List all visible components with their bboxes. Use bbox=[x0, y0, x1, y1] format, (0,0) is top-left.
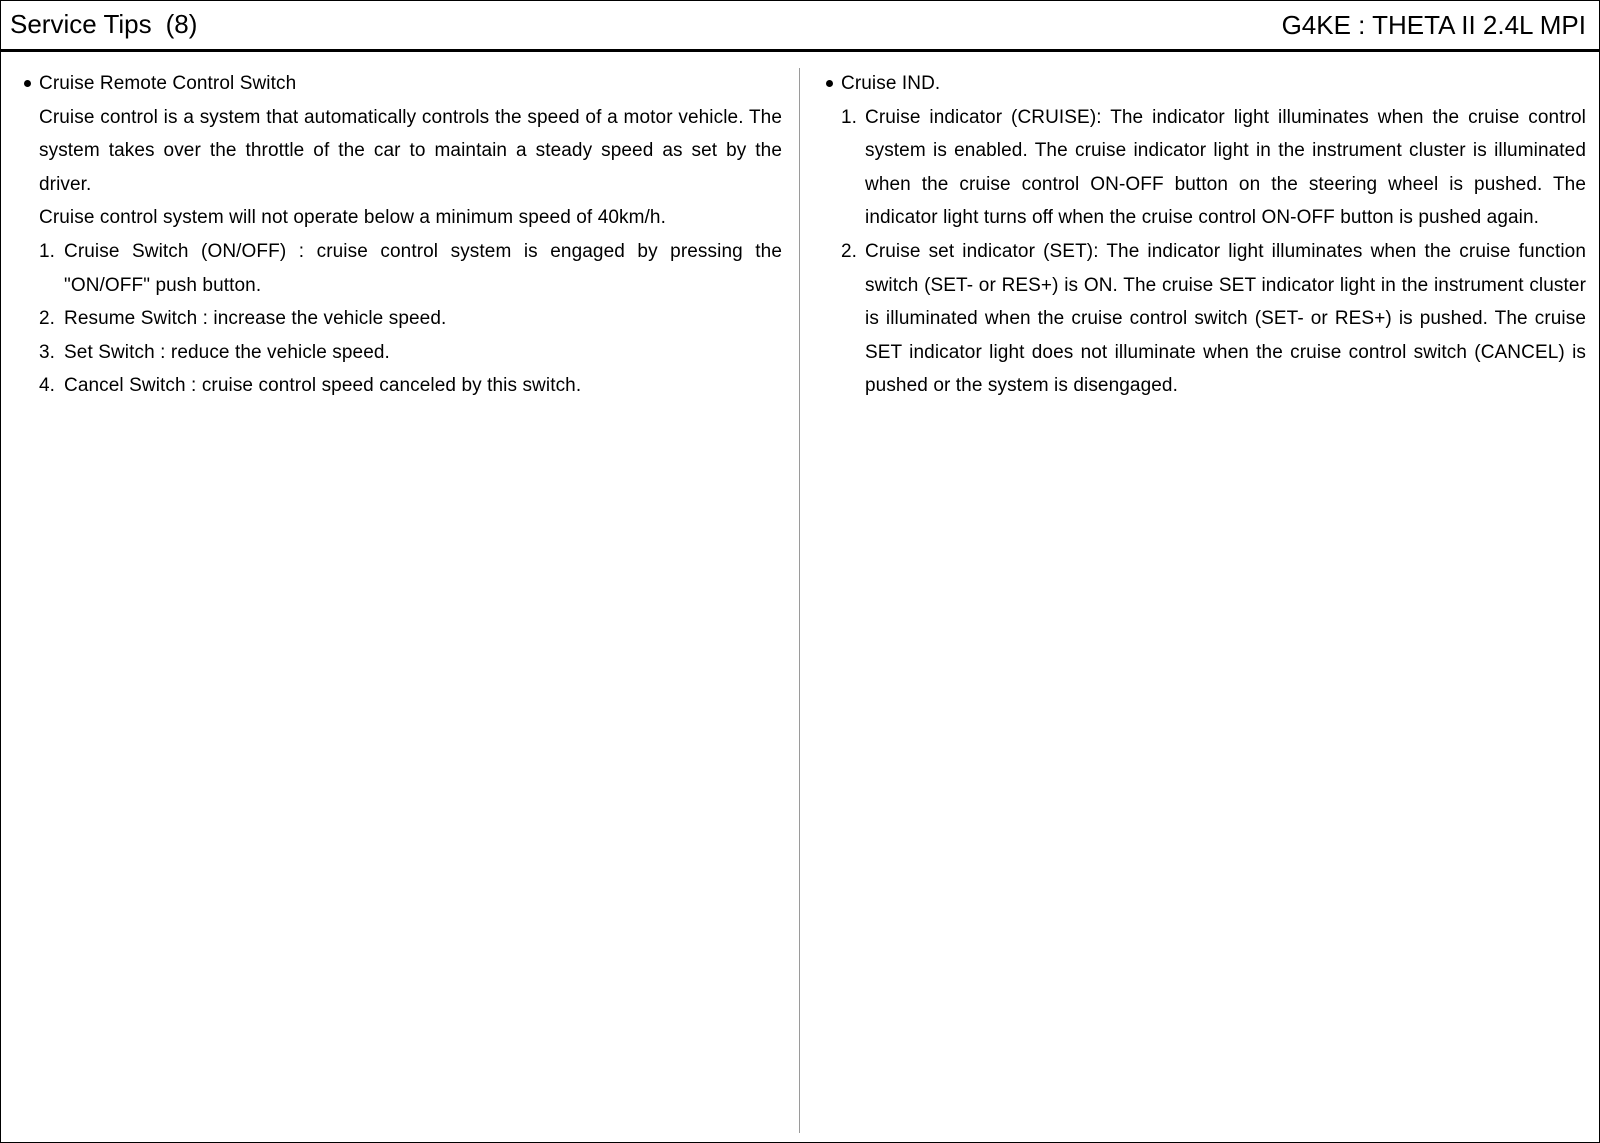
left-paragraph-1: Cruise control is a system that automatically controls the speed of a motor vehicle. The system takes over the throttle of the car to maintain a steady speed as set by the driver. bbox=[39, 106, 782, 195]
list-item bbox=[24, 369, 782, 403]
left-column bbox=[24, 67, 782, 403]
list-item-number: 2. bbox=[39, 308, 56, 330]
bullet-icon bbox=[24, 80, 31, 87]
list-item bbox=[24, 336, 782, 370]
list-item-text: Cruise Switch (ON/OFF) : cruise control system is engaged by pressing the "ON/OFF" push button. bbox=[64, 240, 782, 296]
list-item-text: Cruise indicator (CRUISE): The indicator light illuminates when the cruise control system is enabled. The cruise indicator light in the instrument cluster is illuminated when the cruise control ON-OFF button on the steering wheel is pushed. The indicator light turns off when the cruise control ON-OFF button is pushed again. bbox=[865, 106, 1586, 229]
right-heading bbox=[826, 67, 1586, 101]
page-number: (8) bbox=[165, 9, 198, 39]
left-list bbox=[24, 235, 782, 403]
bullet-icon bbox=[826, 80, 833, 87]
title-text: Service Tips bbox=[10, 9, 152, 39]
list-item bbox=[24, 235, 782, 302]
list-item bbox=[826, 235, 1586, 403]
page-title bbox=[10, 9, 197, 39]
list-item-number: 4. bbox=[39, 375, 56, 397]
left-paragraph-2: Cruise control system will not operate below a minimum speed of 40km/h. bbox=[39, 207, 666, 229]
list-item-text: Cruise set indicator (SET): The indicator light illuminates when the cruise function switch (SET- or RES+) is ON. The cruise SET indicator light in the instrument cluster is illuminated when the cruise control switch (SET- or RES+) is pushed. The cruise SET indicator light does not illuminate when the cruise control switch (CANCEL) is pushed or the system is disengaged. bbox=[865, 240, 1586, 397]
list-item-number: 3. bbox=[39, 341, 56, 363]
list-item-text: Cancel Switch : cruise control speed canceled by this switch. bbox=[64, 375, 582, 397]
list-item-text: Set Switch : reduce the vehicle speed. bbox=[64, 341, 390, 363]
left-heading bbox=[24, 67, 782, 101]
right-heading-text: Cruise IND. bbox=[841, 73, 941, 94]
list-item bbox=[826, 101, 1586, 235]
right-list bbox=[826, 101, 1586, 403]
list-item bbox=[24, 302, 782, 336]
list-item-number: 1. bbox=[841, 106, 858, 128]
column-divider bbox=[799, 68, 800, 1133]
list-item-number: 1. bbox=[39, 240, 56, 262]
right-column bbox=[826, 67, 1586, 403]
list-item-text: Resume Switch : increase the vehicle speed. bbox=[64, 308, 447, 330]
left-heading-text: Cruise Remote Control Switch bbox=[39, 73, 297, 94]
list-item-number: 2. bbox=[841, 240, 858, 262]
engine-label: G4KE : THETA II 2.4L MPI bbox=[1281, 10, 1586, 40]
page-header bbox=[1, 1, 1599, 52]
